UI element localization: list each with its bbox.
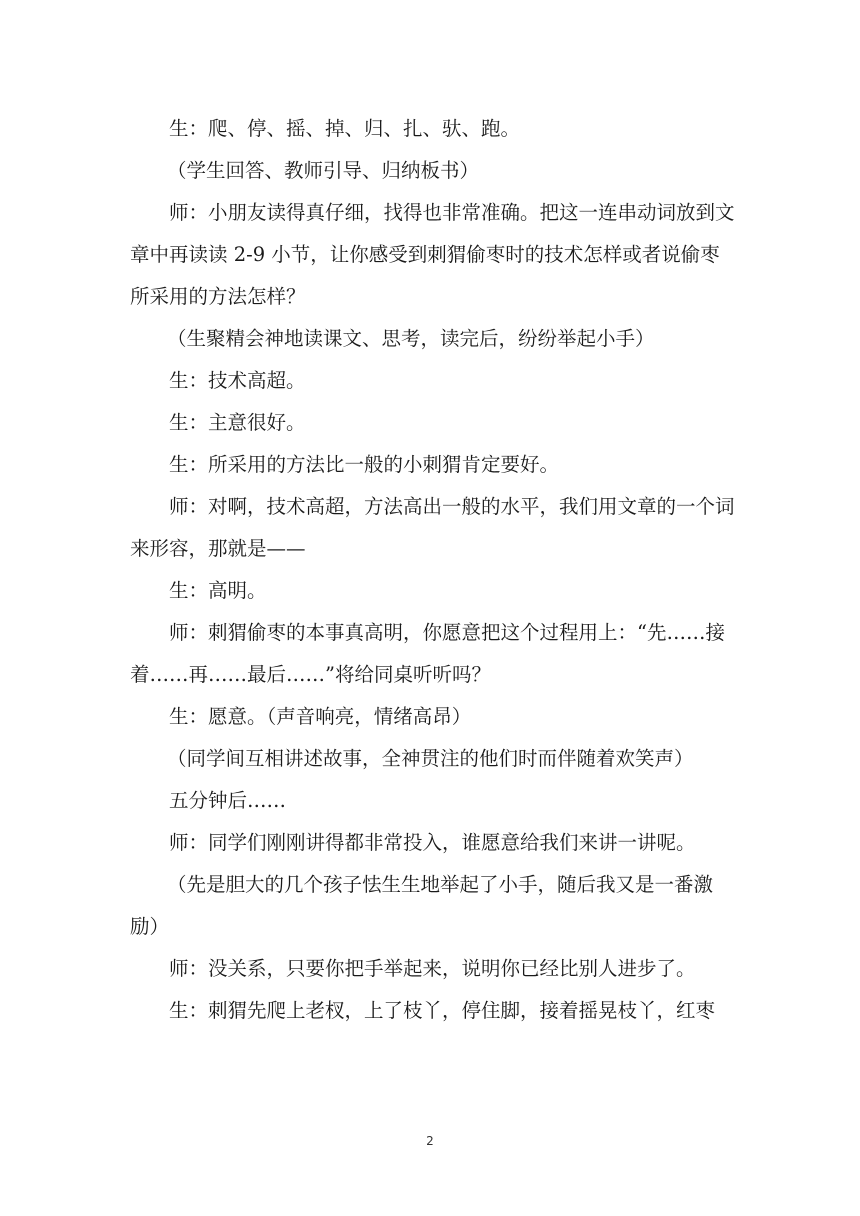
paragraph-student-answer: 生：愿意。（声音响亮，情绪高昂） [169, 705, 472, 728]
paragraph-teacher-question: 师：小朋友读得真仔细，找得也非常准确。把这一连串动词放到文章中再读读 2-9 小节，让你感受到刺猬偷枣时的技术怎样或者说偷枣所采用的方法怎样？ [130, 201, 735, 308]
paragraph-student-answer: 生：主意很好。 [169, 411, 306, 434]
paragraph-student-answer: 生：所采用的方法比一般的小刺猬肯定要好。 [169, 453, 560, 476]
paragraph-student-answer: 生：刺猬先爬上老杈，上了枝丫，停住脚，接着摇晃枝丫，红枣 [169, 999, 716, 1022]
paragraph-teacher-remark: 师：没关系，只要你把手举起来，说明你已经比别人进步了。 [169, 957, 696, 980]
paragraph-teacher-remark: 师：刺猬偷枣的本事真高明，你愿意把这个过程用上：“先……接着……再……最后……”将给同桌听听吗？ [130, 621, 725, 686]
paragraph-time-note: 五分钟后…… [169, 789, 287, 812]
paragraph-stage-note: （先是胆大的几个孩子怯生生地举起了小手，随后我又是一番激励） [130, 873, 714, 938]
paragraph-student-answer: 生：技术高超。 [169, 369, 306, 392]
paragraph-stage-note: （生聚精会神地读课文、思考，读完后，纷纷举起小手） [167, 327, 655, 350]
paragraph-teacher-remark: 师：同学们刚刚讲得都非常投入，谁愿意给我们来讲一讲呢。 [169, 831, 696, 854]
paragraph-teacher-remark: 师：对啊，技术高超，方法高出一般的水平，我们用文章的一个词来形容，那就是—— [130, 495, 735, 560]
page-number: 2 [426, 1134, 434, 1148]
paragraph-student-answer: 生：高明。 [169, 579, 267, 602]
paragraph-stage-note: （同学间互相讲述故事，全神贯注的他们时而伴随着欢笑声） [167, 747, 694, 770]
paragraph-stage-note: （学生回答、教师引导、归纳板书） [167, 159, 480, 182]
document-body [130, 108, 736, 1032]
paragraph-student-verbs: 生：爬、停、摇、掉、归、扎、驮、跑。 [169, 117, 521, 140]
